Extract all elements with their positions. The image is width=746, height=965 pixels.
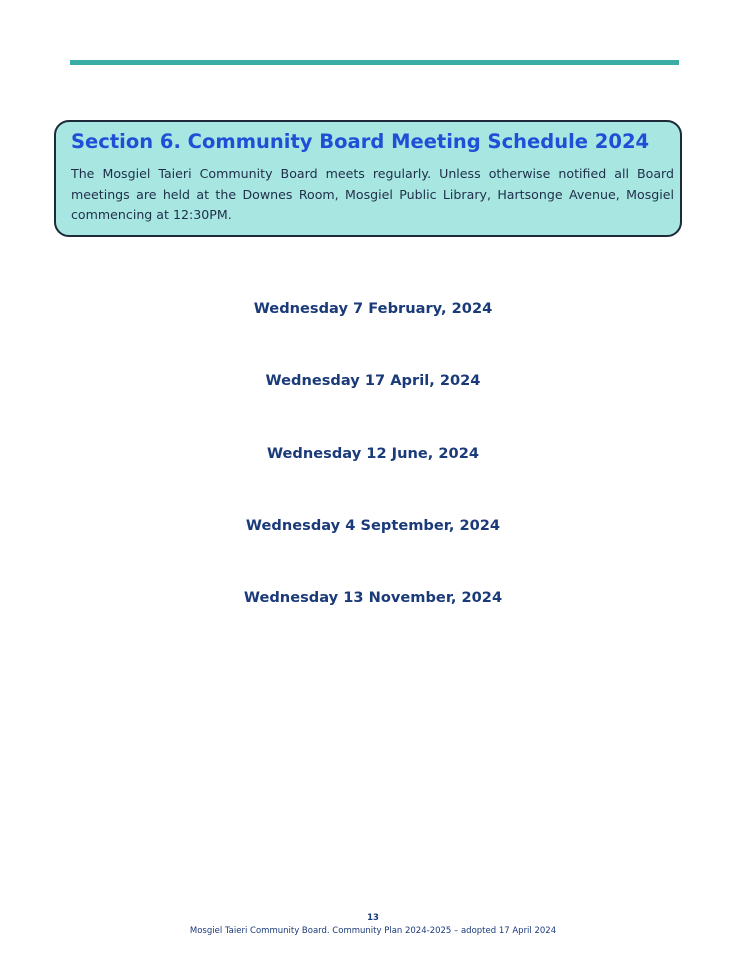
page-footer [0,912,746,938]
section-header-box [54,120,682,237]
meeting-date: Wednesday 4 September, 2024 [245,516,501,534]
meeting-date: Wednesday 17 April, 2024 [265,372,481,390]
header-rule [70,60,679,65]
section-title: Section 6. Community Board Meeting Schedule 2024 [71,130,650,153]
meeting-date-list [0,296,746,657]
section-description: The Mosgiel Taieri Community Board meets regularly. Unless otherwise notified all Board meetings are held at the Downes Room, Mosgiel Public Library, Hartsonge Avenue, Mosgiel commencing at 12:30PM. [71,166,674,222]
footer-text: Mosgiel Taieri Community Board. Community Plan 2024-2025 – adopted 17 April 2024 [189,926,557,936]
meeting-date: Wednesday 12 June, 2024 [266,444,480,462]
meeting-date: Wednesday 7 February, 2024 [253,300,493,317]
meeting-date: Wednesday 13 November, 2024 [243,589,503,607]
page-number: 13 [367,913,379,923]
